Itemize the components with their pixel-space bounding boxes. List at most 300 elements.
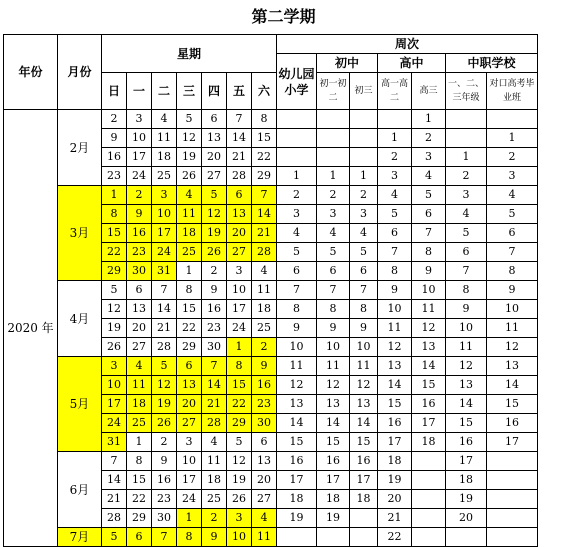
day-cell: 7 xyxy=(102,452,127,471)
day-cell: 23 xyxy=(252,395,277,414)
day-cell: 15 xyxy=(252,129,277,148)
header-vocational-grad: 对口高考毕业班 xyxy=(487,73,538,110)
table-row xyxy=(4,281,538,300)
day-cell: 7 xyxy=(252,186,277,205)
week-number-cell: 15 xyxy=(412,376,446,395)
week-number-cell xyxy=(487,490,538,509)
day-cell: 19 xyxy=(202,224,227,243)
week-number-cell: 11 xyxy=(487,319,538,338)
table-row xyxy=(4,110,538,129)
day-cell: 14 xyxy=(202,376,227,395)
week-number-cell: 15 xyxy=(317,433,350,452)
week-number-cell: 16 xyxy=(350,452,378,471)
week-number-cell: 18 xyxy=(412,433,446,452)
day-cell: 16 xyxy=(252,376,277,395)
day-cell: 23 xyxy=(202,319,227,338)
day-cell: 10 xyxy=(152,205,177,224)
week-number-cell: 7 xyxy=(317,281,350,300)
week-number-cell: 17 xyxy=(277,471,317,490)
week-number-cell: 15 xyxy=(487,395,538,414)
day-cell: 9 xyxy=(202,528,227,547)
day-cell: 10 xyxy=(177,452,202,471)
week-number-cell: 10 xyxy=(487,300,538,319)
day-cell: 7 xyxy=(152,528,177,547)
week-number-cell: 1 xyxy=(378,129,412,148)
day-cell: 18 xyxy=(177,224,202,243)
day-cell: 27 xyxy=(177,414,202,433)
day-cell: 4 xyxy=(177,186,202,205)
week-number-cell xyxy=(412,490,446,509)
day-cell: 2 xyxy=(127,186,152,205)
week-number-cell: 1 xyxy=(412,110,446,129)
week-number-cell: 17 xyxy=(378,433,412,452)
header-kindergarten-primary: 幼儿园小学 xyxy=(277,54,317,110)
week-number-cell: 12 xyxy=(350,376,378,395)
day-cell: 6 xyxy=(227,186,252,205)
week-number-cell: 14 xyxy=(412,357,446,376)
day-cell: 28 xyxy=(202,414,227,433)
week-number-cell: 14 xyxy=(446,395,487,414)
week-number-cell: 7 xyxy=(378,243,412,262)
week-number-cell: 19 xyxy=(378,471,412,490)
week-number-cell: 13 xyxy=(487,357,538,376)
week-number-cell: 2 xyxy=(378,148,412,167)
week-number-cell: 3 xyxy=(378,167,412,186)
week-number-cell: 19 xyxy=(277,509,317,528)
day-cell: 15 xyxy=(102,224,127,243)
week-number-cell: 7 xyxy=(277,281,317,300)
day-cell: 17 xyxy=(102,395,127,414)
day-cell: 28 xyxy=(252,243,277,262)
week-number-cell xyxy=(277,129,317,148)
week-number-cell: 3 xyxy=(446,186,487,205)
week-number-cell xyxy=(350,528,378,547)
week-number-cell: 14 xyxy=(350,414,378,433)
day-cell: 6 xyxy=(252,433,277,452)
day-cell: 7 xyxy=(227,110,252,129)
day-cell: 10 xyxy=(227,528,252,547)
week-number-cell: 6 xyxy=(446,243,487,262)
day-cell: 31 xyxy=(102,433,127,452)
day-cell: 5 xyxy=(177,110,202,129)
day-cell: 4 xyxy=(202,433,227,452)
week-number-cell xyxy=(412,452,446,471)
weekday-sun: 日 xyxy=(102,73,127,109)
day-cell: 6 xyxy=(127,281,152,300)
day-cell: 18 xyxy=(202,471,227,490)
week-number-cell: 12 xyxy=(412,319,446,338)
day-cell: 11 xyxy=(127,376,152,395)
week-number-cell: 9 xyxy=(378,281,412,300)
day-cell: 14 xyxy=(252,205,277,224)
day-cell: 3 xyxy=(227,262,252,281)
day-cell: 8 xyxy=(227,357,252,376)
day-cell: 28 xyxy=(102,509,127,528)
week-number-cell: 7 xyxy=(412,224,446,243)
day-cell: 30 xyxy=(252,414,277,433)
day-cell: 27 xyxy=(252,490,277,509)
week-number-cell: 16 xyxy=(487,414,538,433)
month-cell: 5月 xyxy=(58,357,102,452)
day-cell: 13 xyxy=(202,129,227,148)
week-number-cell: 14 xyxy=(378,376,412,395)
day-cell: 24 xyxy=(177,490,202,509)
header-senior-3: 高三 xyxy=(412,73,446,110)
week-number-cell: 15 xyxy=(277,433,317,452)
week-number-cell xyxy=(350,148,378,167)
header-vocational: 中职学校 xyxy=(446,54,538,73)
week-number-cell: 9 xyxy=(487,281,538,300)
day-cell: 5 xyxy=(102,281,127,300)
week-number-cell: 17 xyxy=(412,414,446,433)
day-cell: 9 xyxy=(102,129,127,148)
week-number-cell: 12 xyxy=(378,338,412,357)
day-cell: 28 xyxy=(152,338,177,357)
week-number-cell: 2 xyxy=(317,186,350,205)
day-cell: 25 xyxy=(252,319,277,338)
week-number-cell: 5 xyxy=(378,205,412,224)
month-cell: 3月 xyxy=(58,186,102,281)
week-number-cell xyxy=(446,528,487,547)
week-number-cell: 16 xyxy=(412,395,446,414)
week-number-cell: 22 xyxy=(378,528,412,547)
day-cell: 2 xyxy=(252,338,277,357)
week-number-cell: 2 xyxy=(350,186,378,205)
week-number-cell: 8 xyxy=(317,300,350,319)
week-number-cell: 12 xyxy=(487,338,538,357)
week-number-cell: 11 xyxy=(277,357,317,376)
week-number-cell: 4 xyxy=(446,205,487,224)
header-senior-12: 高一高二 xyxy=(378,73,412,110)
week-number-cell: 3 xyxy=(317,205,350,224)
day-cell: 21 xyxy=(152,319,177,338)
week-number-cell: 4 xyxy=(277,224,317,243)
week-number-cell: 1 xyxy=(277,167,317,186)
table-row xyxy=(4,357,538,376)
week-number-cell: 12 xyxy=(446,357,487,376)
week-number-cell: 1 xyxy=(446,148,487,167)
day-cell: 4 xyxy=(127,357,152,376)
week-number-cell: 11 xyxy=(317,357,350,376)
day-cell: 24 xyxy=(152,243,177,262)
week-number-cell: 12 xyxy=(277,376,317,395)
week-number-cell: 10 xyxy=(317,338,350,357)
week-number-cell: 8 xyxy=(350,300,378,319)
weekday-wed: 三 xyxy=(177,73,202,109)
week-number-cell: 5 xyxy=(412,186,446,205)
day-cell: 10 xyxy=(102,376,127,395)
day-cell: 1 xyxy=(177,262,202,281)
day-cell: 9 xyxy=(252,357,277,376)
week-number-cell: 18 xyxy=(350,490,378,509)
week-number-cell: 1 xyxy=(350,167,378,186)
week-number-cell: 11 xyxy=(412,300,446,319)
week-number-cell: 2 xyxy=(412,129,446,148)
weekday-sat: 六 xyxy=(257,84,270,98)
header-year: 年份 xyxy=(4,35,58,110)
day-cell: 1 xyxy=(127,433,152,452)
day-cell: 13 xyxy=(177,376,202,395)
week-number-cell: 19 xyxy=(446,490,487,509)
weekday-fri: 五 xyxy=(227,73,252,109)
week-number-cell xyxy=(487,471,538,490)
day-cell: 11 xyxy=(177,205,202,224)
day-cell: 6 xyxy=(202,110,227,129)
header-junior-high: 初中 xyxy=(317,54,378,73)
week-number-cell: 14 xyxy=(487,376,538,395)
week-number-cell: 4 xyxy=(412,167,446,186)
day-cell: 11 xyxy=(252,281,277,300)
week-number-cell: 2 xyxy=(487,148,538,167)
week-number-cell: 10 xyxy=(378,300,412,319)
day-cell: 7 xyxy=(152,281,177,300)
header-week-count: 周次 xyxy=(277,35,538,54)
day-cell: 27 xyxy=(227,243,252,262)
week-number-cell: 19 xyxy=(317,509,350,528)
page-title: 第二学期 xyxy=(251,7,316,26)
week-number-cell: 10 xyxy=(277,338,317,357)
day-cell: 30 xyxy=(202,338,227,357)
day-cell: 12 xyxy=(102,300,127,319)
day-cell: 21 xyxy=(102,490,127,509)
week-number-cell: 3 xyxy=(412,148,446,167)
day-cell: 12 xyxy=(202,205,227,224)
week-number-cell: 11 xyxy=(446,338,487,357)
day-cell: 14 xyxy=(102,471,127,490)
day-cell: 25 xyxy=(152,167,177,186)
week-number-cell: 1 xyxy=(317,167,350,186)
day-cell: 17 xyxy=(177,471,202,490)
weekday-header-row xyxy=(102,73,277,110)
week-number-cell: 11 xyxy=(350,357,378,376)
week-number-cell xyxy=(317,110,350,129)
day-cell: 23 xyxy=(102,167,127,186)
day-cell: 17 xyxy=(152,224,177,243)
week-number-cell: 9 xyxy=(350,319,378,338)
day-cell: 21 xyxy=(227,148,252,167)
week-number-cell xyxy=(412,509,446,528)
day-cell: 3 xyxy=(227,509,252,528)
day-cell: 21 xyxy=(202,395,227,414)
month-cell: 2月 xyxy=(58,110,102,186)
year-cell: 2020 年 xyxy=(4,110,58,547)
header-weekday-group: 星期 xyxy=(102,35,277,73)
day-cell: 12 xyxy=(227,452,252,471)
week-number-cell xyxy=(487,110,538,129)
day-cell: 29 xyxy=(102,262,127,281)
day-cell: 19 xyxy=(177,148,202,167)
week-number-cell xyxy=(446,110,487,129)
week-number-cell: 16 xyxy=(317,452,350,471)
day-cell: 20 xyxy=(127,319,152,338)
week-number-cell: 18 xyxy=(378,452,412,471)
day-cell: 13 xyxy=(252,452,277,471)
day-cell: 10 xyxy=(227,281,252,300)
day-cell: 12 xyxy=(177,129,202,148)
week-number-cell: 17 xyxy=(446,452,487,471)
day-cell: 1 xyxy=(227,338,252,357)
day-cell: 26 xyxy=(202,243,227,262)
table-row xyxy=(4,528,538,547)
day-cell: 28 xyxy=(227,167,252,186)
day-cell: 1 xyxy=(177,509,202,528)
day-cell: 14 xyxy=(152,300,177,319)
day-cell: 2 xyxy=(202,509,227,528)
week-number-cell xyxy=(350,110,378,129)
week-number-cell xyxy=(350,129,378,148)
day-cell: 13 xyxy=(227,205,252,224)
week-number-cell: 16 xyxy=(378,414,412,433)
day-cell: 12 xyxy=(152,376,177,395)
week-number-cell: 9 xyxy=(317,319,350,338)
week-number-cell: 5 xyxy=(446,224,487,243)
day-cell: 5 xyxy=(102,528,127,547)
day-cell: 4 xyxy=(152,110,177,129)
day-cell: 20 xyxy=(202,148,227,167)
week-number-cell: 5 xyxy=(487,205,538,224)
day-cell: 26 xyxy=(152,414,177,433)
weekday-tue: 二 xyxy=(152,73,177,109)
day-cell: 5 xyxy=(227,433,252,452)
week-number-cell: 3 xyxy=(350,205,378,224)
day-cell: 11 xyxy=(152,129,177,148)
week-number-cell: 8 xyxy=(412,243,446,262)
week-number-cell: 20 xyxy=(378,490,412,509)
day-cell: 23 xyxy=(152,490,177,509)
week-number-cell: 14 xyxy=(277,414,317,433)
day-cell: 24 xyxy=(227,319,252,338)
week-number-cell: 10 xyxy=(412,281,446,300)
week-number-cell: 1 xyxy=(487,129,538,148)
day-cell: 19 xyxy=(227,471,252,490)
week-number-cell xyxy=(317,528,350,547)
day-cell: 20 xyxy=(227,224,252,243)
day-cell: 29 xyxy=(127,509,152,528)
week-number-cell xyxy=(487,528,538,547)
week-number-cell xyxy=(277,148,317,167)
week-number-cell: 15 xyxy=(350,433,378,452)
day-cell: 25 xyxy=(177,243,202,262)
day-cell: 6 xyxy=(177,357,202,376)
week-number-cell: 3 xyxy=(487,167,538,186)
day-cell: 2 xyxy=(102,110,127,129)
day-cell: 16 xyxy=(102,148,127,167)
week-number-cell: 13 xyxy=(317,395,350,414)
day-cell: 30 xyxy=(127,262,152,281)
day-cell: 3 xyxy=(127,110,152,129)
week-number-cell: 14 xyxy=(317,414,350,433)
month-cell: 6月 xyxy=(58,452,102,528)
day-cell: 3 xyxy=(152,186,177,205)
day-cell: 18 xyxy=(152,148,177,167)
week-number-cell: 7 xyxy=(487,243,538,262)
day-cell: 24 xyxy=(127,167,152,186)
day-cell: 26 xyxy=(102,338,127,357)
week-number-cell: 9 xyxy=(277,319,317,338)
week-number-cell: 7 xyxy=(350,281,378,300)
week-number-cell xyxy=(446,129,487,148)
day-cell: 30 xyxy=(152,509,177,528)
day-cell: 31 xyxy=(152,262,177,281)
week-number-cell: 13 xyxy=(446,376,487,395)
day-cell: 15 xyxy=(227,376,252,395)
day-cell: 16 xyxy=(152,471,177,490)
week-number-cell: 9 xyxy=(412,262,446,281)
day-cell: 4 xyxy=(252,262,277,281)
day-cell: 9 xyxy=(202,281,227,300)
table-row xyxy=(4,186,538,205)
week-number-cell: 6 xyxy=(350,262,378,281)
week-number-cell: 17 xyxy=(317,471,350,490)
week-number-cell: 15 xyxy=(446,414,487,433)
week-number-cell: 8 xyxy=(487,262,538,281)
week-number-cell: 8 xyxy=(277,300,317,319)
week-number-cell: 6 xyxy=(412,205,446,224)
day-cell: 1 xyxy=(102,186,127,205)
week-number-cell: 17 xyxy=(350,471,378,490)
day-cell: 20 xyxy=(177,395,202,414)
week-number-cell: 10 xyxy=(350,338,378,357)
weekday-thu: 四 xyxy=(202,73,227,109)
day-cell: 25 xyxy=(202,490,227,509)
day-cell: 5 xyxy=(202,186,227,205)
week-number-cell: 4 xyxy=(317,224,350,243)
day-cell: 8 xyxy=(127,452,152,471)
week-number-cell: 4 xyxy=(487,186,538,205)
day-cell: 17 xyxy=(227,300,252,319)
week-number-cell: 13 xyxy=(277,395,317,414)
day-cell: 29 xyxy=(227,414,252,433)
week-number-cell: 18 xyxy=(277,490,317,509)
day-cell: 19 xyxy=(152,395,177,414)
week-number-cell: 5 xyxy=(317,243,350,262)
week-number-cell: 16 xyxy=(446,433,487,452)
day-cell: 18 xyxy=(127,395,152,414)
day-cell: 11 xyxy=(252,528,277,547)
header-junior-12: 初一初二 xyxy=(317,73,350,110)
day-cell: 17 xyxy=(127,148,152,167)
week-number-cell xyxy=(378,110,412,129)
day-cell: 9 xyxy=(152,452,177,471)
header-vocational-123: 一、二、三年级 xyxy=(446,73,487,110)
day-cell: 15 xyxy=(177,300,202,319)
week-number-cell xyxy=(412,528,446,547)
day-cell: 8 xyxy=(177,281,202,300)
day-cell: 4 xyxy=(252,509,277,528)
week-number-cell: 13 xyxy=(412,338,446,357)
weekday-mon: 一 xyxy=(127,73,152,109)
day-cell: 22 xyxy=(252,148,277,167)
week-number-cell: 12 xyxy=(317,376,350,395)
week-number-cell xyxy=(350,509,378,528)
day-cell: 14 xyxy=(227,129,252,148)
day-cell: 10 xyxy=(127,129,152,148)
week-number-cell: 6 xyxy=(487,224,538,243)
week-number-cell xyxy=(317,148,350,167)
header-month: 月份 xyxy=(58,35,102,110)
week-number-cell: 5 xyxy=(277,243,317,262)
week-number-cell: 6 xyxy=(317,262,350,281)
week-number-cell: 5 xyxy=(350,243,378,262)
week-number-cell: 4 xyxy=(378,186,412,205)
day-cell: 22 xyxy=(102,243,127,262)
day-cell: 3 xyxy=(177,433,202,452)
week-number-cell: 18 xyxy=(446,471,487,490)
day-cell: 26 xyxy=(177,167,202,186)
week-number-cell: 20 xyxy=(446,509,487,528)
day-cell: 3 xyxy=(102,357,127,376)
week-number-cell xyxy=(277,528,317,547)
